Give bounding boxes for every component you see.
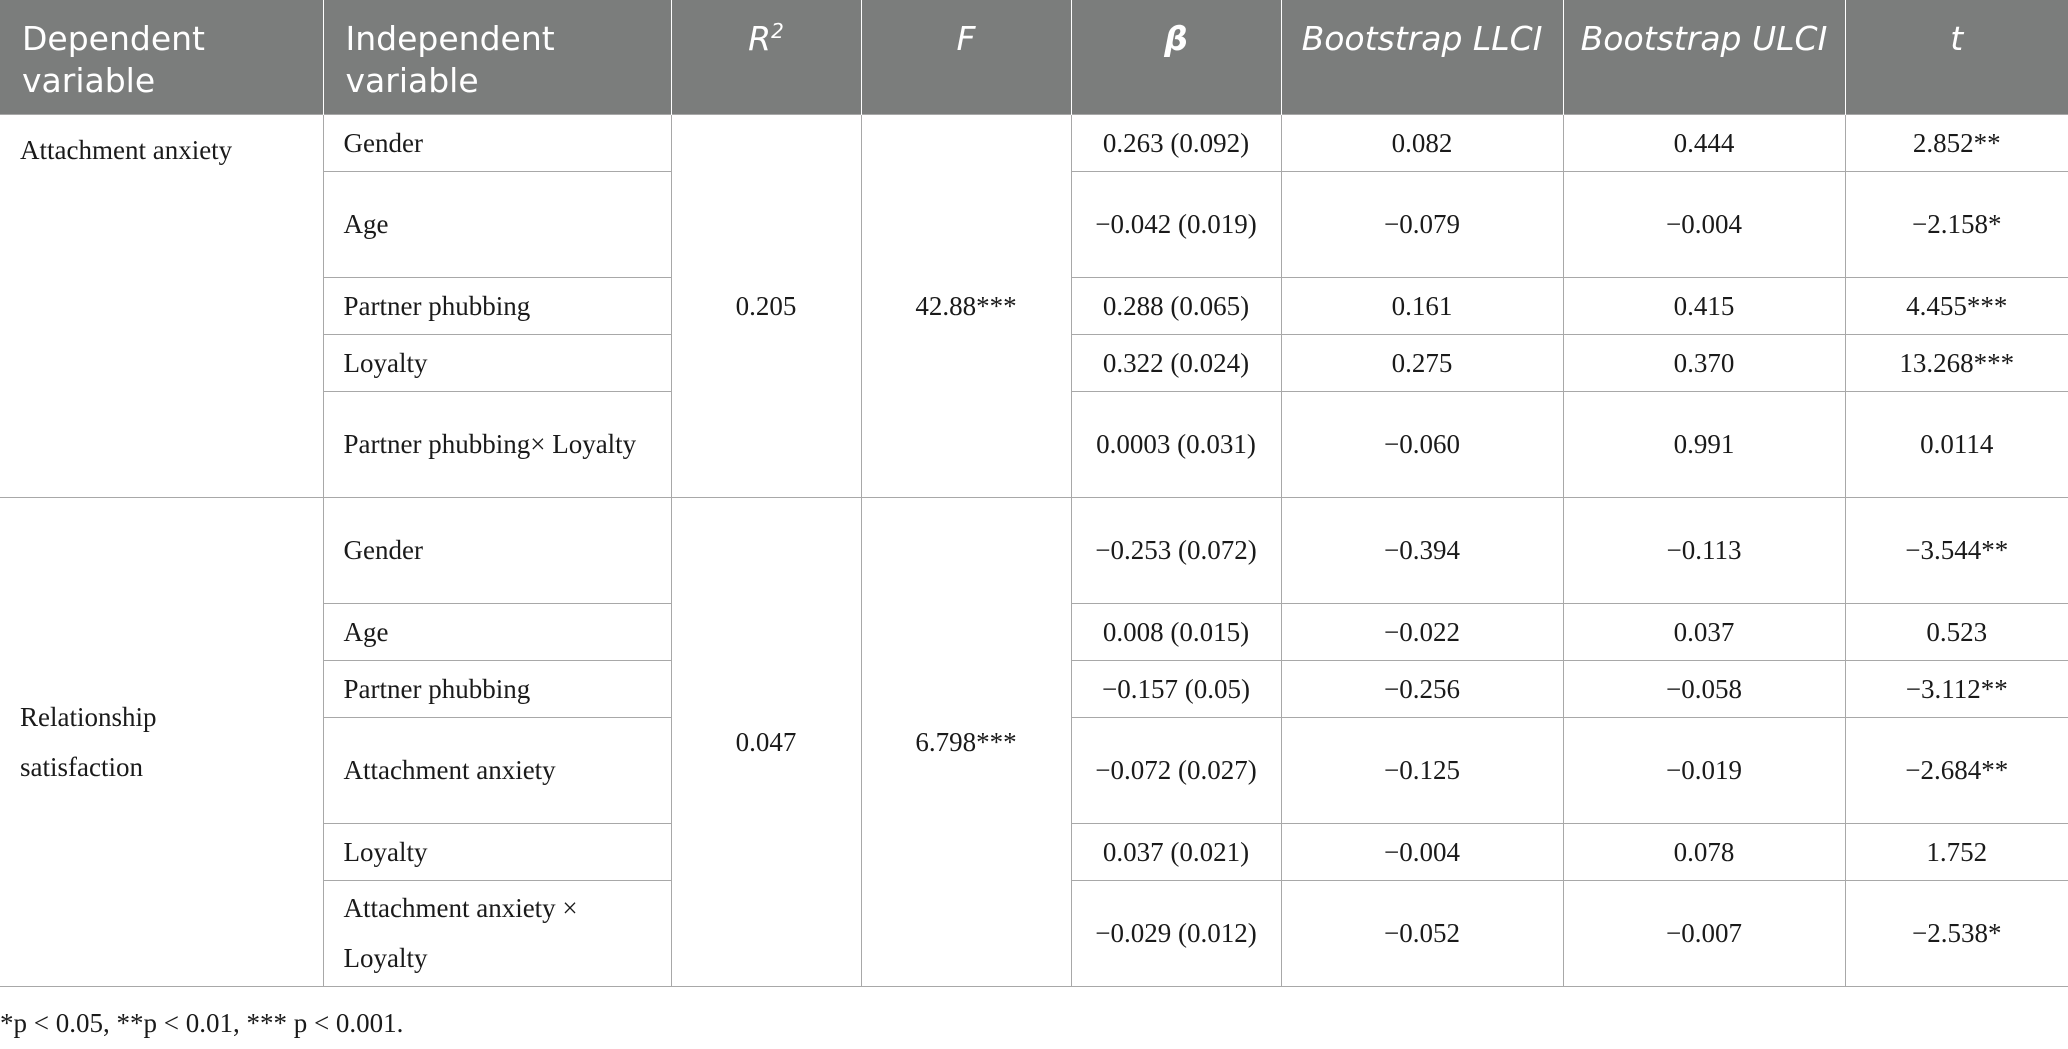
beta-cell: 0.0003 (0.031) [1071, 391, 1281, 497]
ulci-cell: −0.058 [1563, 660, 1845, 717]
header-bootstrap-ulci: Bootstrap ULCI [1563, 0, 1845, 114]
ulci-cell: 0.078 [1563, 823, 1845, 880]
beta-cell: 0.288 (0.065) [1071, 277, 1281, 334]
t-cell: 1.752 [1845, 823, 2068, 880]
llci-cell: −0.125 [1281, 717, 1563, 823]
beta-cell: 0.037 (0.021) [1071, 823, 1281, 880]
header-r2-base: R [748, 19, 772, 58]
t-cell: 4.455*** [1845, 277, 2068, 334]
r-squared-cell: 0.047 [671, 497, 861, 986]
header-independent-variable: Independent variable [323, 0, 671, 114]
independent-variable-cell: Attachment anxiety [323, 717, 671, 823]
independent-variable-cell: Partner phubbing [323, 660, 671, 717]
independent-variable-cell: Loyalty [323, 823, 671, 880]
t-cell: −3.112** [1845, 660, 2068, 717]
ulci-cell: 0.444 [1563, 114, 1845, 171]
header-beta: β [1071, 0, 1281, 114]
f-cell: 42.88*** [861, 114, 1071, 497]
t-cell: 0.0114 [1845, 391, 2068, 497]
independent-variable-cell: Partner phubbing [323, 277, 671, 334]
table-row [0, 497, 2068, 603]
llci-cell: 0.161 [1281, 277, 1563, 334]
independent-variable-cell: Age [323, 171, 671, 277]
ulci-cell: 0.991 [1563, 391, 1845, 497]
independent-variable-cell: Gender [323, 114, 671, 171]
beta-cell: −0.253 (0.072) [1071, 497, 1281, 603]
llci-cell: −0.079 [1281, 171, 1563, 277]
beta-cell: −0.029 (0.012) [1071, 880, 1281, 986]
ulci-cell: 0.037 [1563, 603, 1845, 660]
ulci-cell: 0.370 [1563, 334, 1845, 391]
t-cell: −2.684** [1845, 717, 2068, 823]
t-cell: −3.544** [1845, 497, 2068, 603]
t-cell: 13.268*** [1845, 334, 2068, 391]
header-t: t [1845, 0, 2068, 114]
beta-cell: 0.322 (0.024) [1071, 334, 1281, 391]
beta-cell: 0.008 (0.015) [1071, 603, 1281, 660]
ulci-cell: −0.004 [1563, 171, 1845, 277]
llci-cell: 0.082 [1281, 114, 1563, 171]
llci-cell: −0.052 [1281, 880, 1563, 986]
ulci-cell: −0.019 [1563, 717, 1845, 823]
t-cell: −2.538* [1845, 880, 2068, 986]
header-f: F [861, 0, 1071, 114]
llci-cell: −0.256 [1281, 660, 1563, 717]
beta-cell: 0.263 (0.092) [1071, 114, 1281, 171]
independent-variable-cell: Partner phubbing× Loyalty [323, 391, 671, 497]
t-cell: 0.523 [1845, 603, 2068, 660]
header-dependent-variable: Dependent variable [0, 0, 323, 114]
r-squared-cell: 0.205 [671, 114, 861, 497]
significance-footnote: *p < 0.05, **p < 0.01, *** p < 0.001. [0, 1008, 404, 1038]
independent-variable-cell: Loyalty [323, 334, 671, 391]
dependent-variable-cell: Relationship satisfaction [0, 497, 323, 986]
ulci-cell: 0.415 [1563, 277, 1845, 334]
ulci-cell: −0.113 [1563, 497, 1845, 603]
llci-cell: −0.022 [1281, 603, 1563, 660]
header-row [0, 0, 2068, 114]
header-bootstrap-llci: Bootstrap LLCI [1281, 0, 1563, 114]
independent-variable-cell: Attachment anxiety × Loyalty [323, 880, 671, 986]
f-cell: 6.798*** [861, 497, 1071, 986]
dependent-variable-cell: Attachment anxiety [0, 114, 323, 497]
llci-cell: −0.060 [1281, 391, 1563, 497]
t-cell: −2.158* [1845, 171, 2068, 277]
independent-variable-cell: Gender [323, 497, 671, 603]
t-cell: 2.852** [1845, 114, 2068, 171]
ulci-cell: −0.007 [1563, 880, 1845, 986]
header-r2-sup: 2 [771, 19, 784, 43]
independent-variable-cell: Age [323, 603, 671, 660]
table-row [0, 114, 2068, 171]
beta-cell: −0.157 (0.05) [1071, 660, 1281, 717]
llci-cell: −0.394 [1281, 497, 1563, 603]
llci-cell: 0.275 [1281, 334, 1563, 391]
llci-cell: −0.004 [1281, 823, 1563, 880]
header-r-squared [671, 0, 861, 114]
beta-cell: −0.042 (0.019) [1071, 171, 1281, 277]
beta-cell: −0.072 (0.027) [1071, 717, 1281, 823]
